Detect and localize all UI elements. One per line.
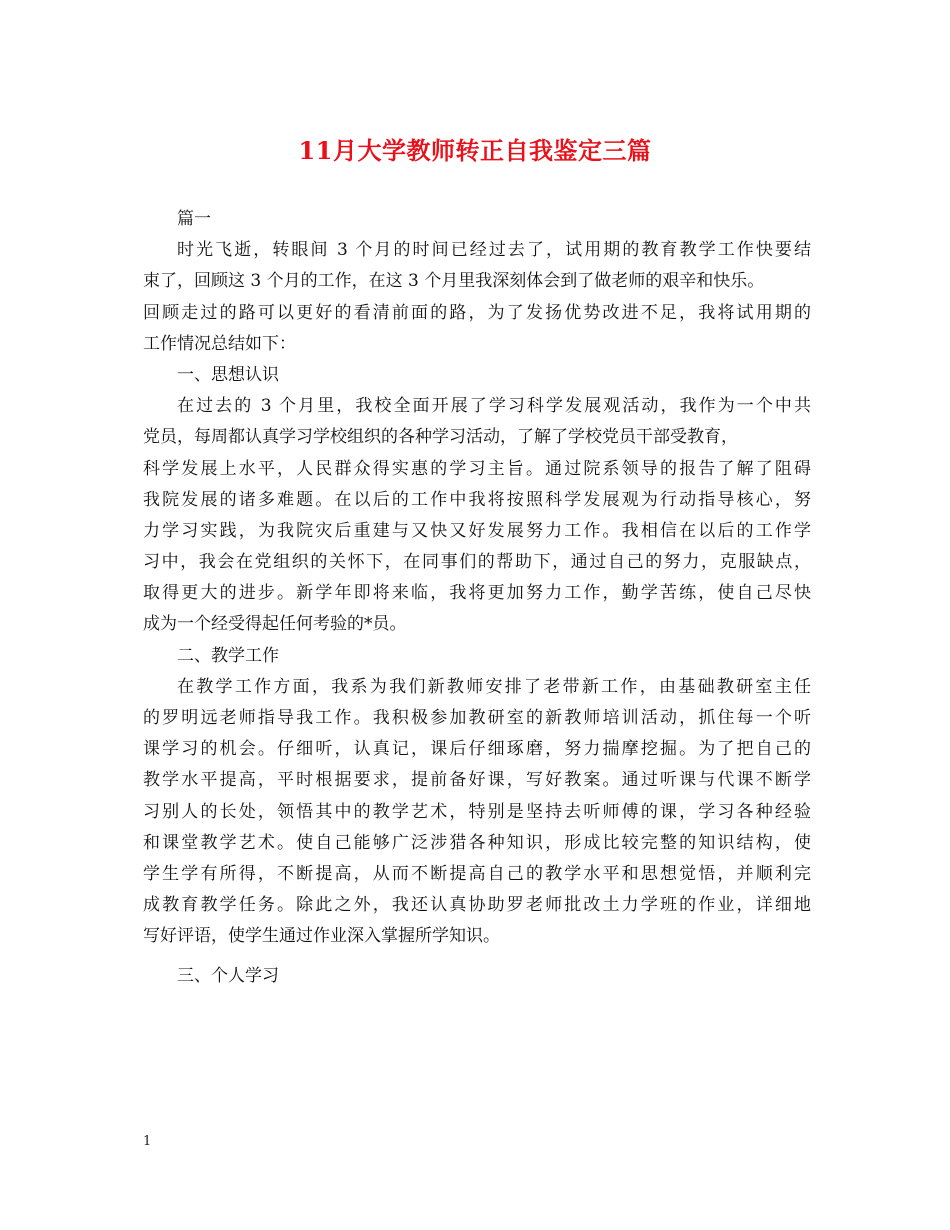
text-line: 和课堂教学艺术。使自己能够广泛涉猎各种知识，形成比较完整的知识结构，使 — [143, 832, 811, 853]
text-line: 我院发展的诸多难题。在以后的工作中我将按照科学发展观为行动指导核心，努 — [143, 489, 811, 510]
text-line: 课学习的机会。仔细听，认真记，课后仔细琢磨，努力揣摩挖掘。为了把自己的 — [143, 739, 811, 760]
text-line: 取得更大的进步。新学年即将来临，我将更加努力工作，勤学苦练，使自己尽快 — [143, 583, 811, 604]
text-line: 一、思想认识 — [177, 364, 279, 385]
text-line: 力学习实践，为我院灾后重建与又快又好发展努力工作。我相信在以后的工作学 — [143, 520, 811, 541]
text-line: 三、个人学习 — [177, 965, 279, 986]
text-line: 的罗明远老师指导我工作。我积极参加教研室的新教师培训活动，抓住每一个听 — [143, 708, 811, 728]
text-line: 在过去的 3 个月里，我校全面开展了学习科学发展观活动，我作为一个中共 — [177, 396, 811, 417]
text-line: 回顾走过的路可以更好的看清前面的路，为了发扬优势改进不足，我将试用期的 — [143, 302, 811, 323]
text-line: 习别人的长处，领悟其中的教学艺术，特别是坚持去听师傅的课，学习各种经验 — [143, 801, 811, 822]
text-line: 二、教学工作 — [177, 645, 279, 666]
text-line: 在教学工作方面，我系为我们新教师安排了老带新工作，由基础教研室主任 — [177, 676, 811, 697]
text-line: 成教育教学任务。除此之外，我还认真协助罗老师批改土力学班的作业，详细地 — [143, 895, 811, 916]
text-line: 束了，回顾这 3 个月的工作，在这 3 个月里我深刻体会到了做老师的艰辛和快乐。 — [143, 271, 765, 292]
text-line: 成为一个经受得起任何考验的*员。 — [143, 614, 407, 635]
text-line: 党员，每周都认真学习学校组织的各种学习活动，了解了学校党员干部受教育， — [143, 427, 738, 448]
document-body — [143, 204, 811, 992]
text-line: 教学水平提高，平时根据要求，提前备好课，写好教案。通过听课与代课不断学 — [143, 770, 811, 791]
text-line: 写好评语，使学生通过作业深入掌握所学知识。 — [143, 926, 500, 947]
document-title: 11月大学教师转正自我鉴定三篇 — [298, 136, 652, 165]
text-line: 工作情况总结如下： — [143, 333, 296, 354]
text-line: 习中，我会在党组织的关怀下，在同事们的帮助下，通过自己的努力，克服缺点， — [143, 552, 811, 573]
text-line: 科学发展上水平，人民群众得实惠的学习主旨。通过院系领导的报告了解了阻碍 — [143, 458, 811, 479]
text-line: 学生学有所得，不断提高，从而不断提高自己的教学水平和思想觉悟，并顺利完 — [143, 863, 811, 884]
paragraph-gap — [143, 953, 811, 961]
page-number: 1 — [143, 1134, 152, 1149]
text-line: 篇一 — [177, 209, 211, 229]
text-line: 时光飞逝，转眼间 3 个月的时间已经过去了，试用期的教育教学工作快要结 — [177, 240, 811, 261]
